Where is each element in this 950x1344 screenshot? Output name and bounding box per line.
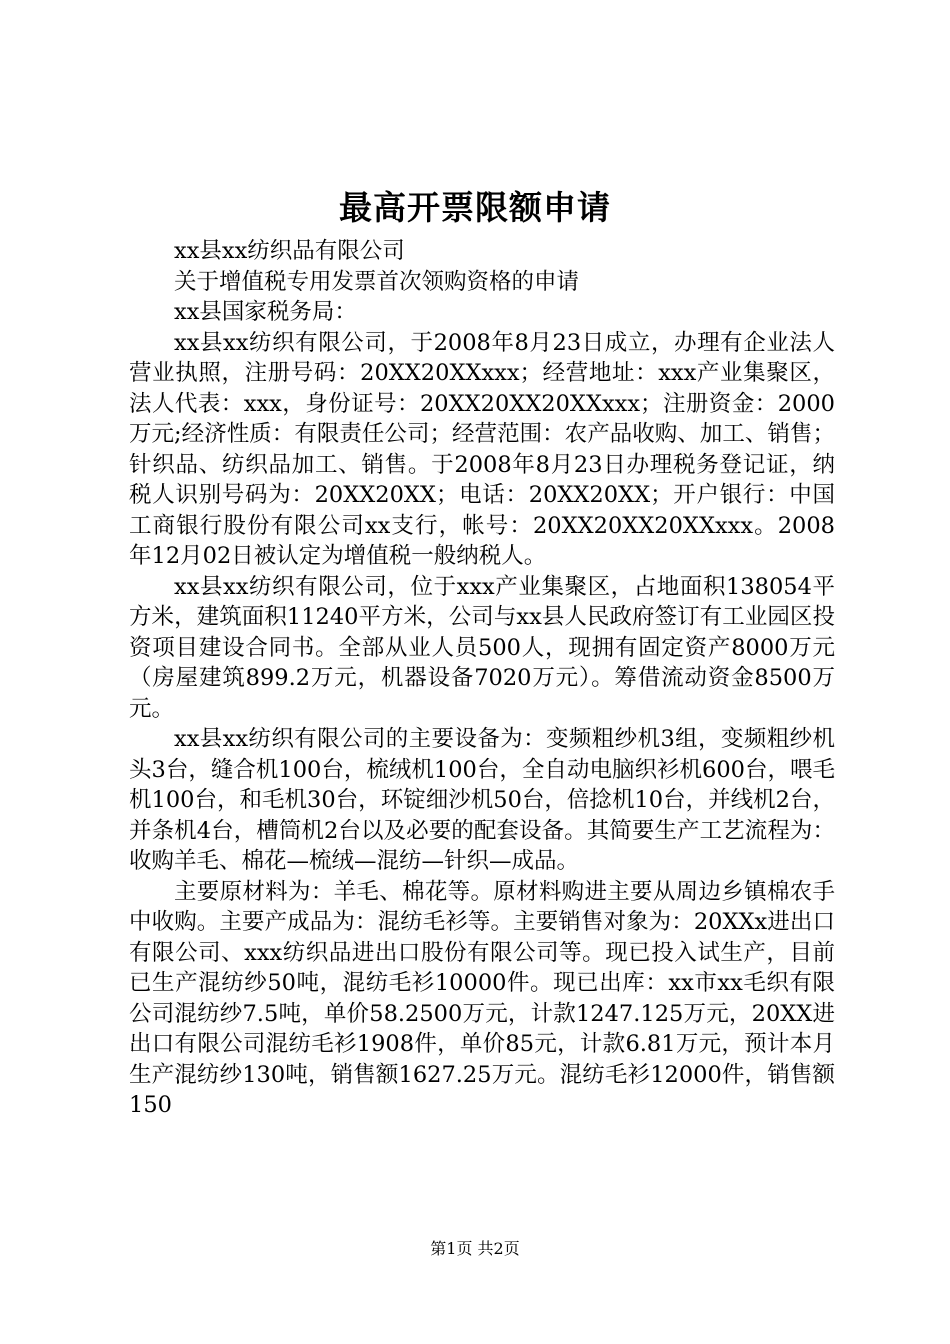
subject-line: 关于增值税专用发票首次领购资格的申请 — [174, 268, 580, 295]
company-line: xx县xx纺织品有限公司 — [174, 238, 405, 264]
document-title: 最高开票限额申请 — [339, 188, 611, 227]
paragraph-location-assets: xx县xx纺织有限公司，位于xxx产业集聚区，占地面积138054平方米，建筑面积11240平方米，公司与xx县人民政府签订有工业园区投资项目建设合同书。全部从业人员500人，现拥有固定资产8000万元（房屋建筑899.2万元，机器设备7020万元）。筹借流动资金8500万元。 — [129, 573, 835, 722]
paragraph-company-info: xx县xx纺织有限公司，于2008年8月23日成立，办理有企业法人营业执照，注册号码：20XX20XXxxx；经营地址：xxx产业集聚区，法人代表：xxx，身份证号：20XX20XX20XXxxx；注册资金：2000万元;经济性质：有限责任公司；经营范围：农产品收购、加工、销售；针织品、纺织品加工、销售。于2008年8月23日办理税务登记证，纳税人识别号码为：20XX20XX；电话：20XX20XX；开户银行：中国工商银行股份有限公司xx支行，帐号：20XX20XX20XXxxx。2008年12月02日被认定为增值税一般纳税人。 — [129, 329, 835, 569]
addressee-line: xx县国家税务局： — [174, 299, 357, 325]
paragraph-equipment: xx县xx纺织有限公司的主要设备为：变频粗纱机3组，变频粗纱机头3台，缝合机100台，梳绒机100台，全自动电脑织衫机600台，喂毛机100台，和毛机30台，环锭细沙机50台，倍捻机10台，并线机2台，并条机4台，槽筒机2台以及必要的配套设备。其简要生产工艺流程为：收购羊毛、棉花—梳绒—混纺—针织—成品。 — [129, 726, 835, 874]
paragraph-materials-sales: 主要原材料为：羊毛、棉花等。原材料购进主要从周边乡镇棉农手中收购。主要产成品为：混纺毛衫等。主要销售对象为：20XXx进出口有限公司、xxx纺织品进出口股份有限公司等。现已投入试生产，目前已生产混纺纱50吨，混纺毛衫10000件。现已出库：xx市xx毛织有限公司混纺纱7.5吨，单价58.2500万元，计款1247.125万元，20XX进出口有限公司混纺毛衫1908件，单价85元，计款6.81万元，预计本月生产混纺纱130吨，销售额1627.25万元。混纺毛衫12000件，销售额150 — [129, 878, 835, 1118]
document-body — [129, 236, 835, 1121]
page-number-footer: 第1页 共2页 — [430, 1239, 520, 1258]
